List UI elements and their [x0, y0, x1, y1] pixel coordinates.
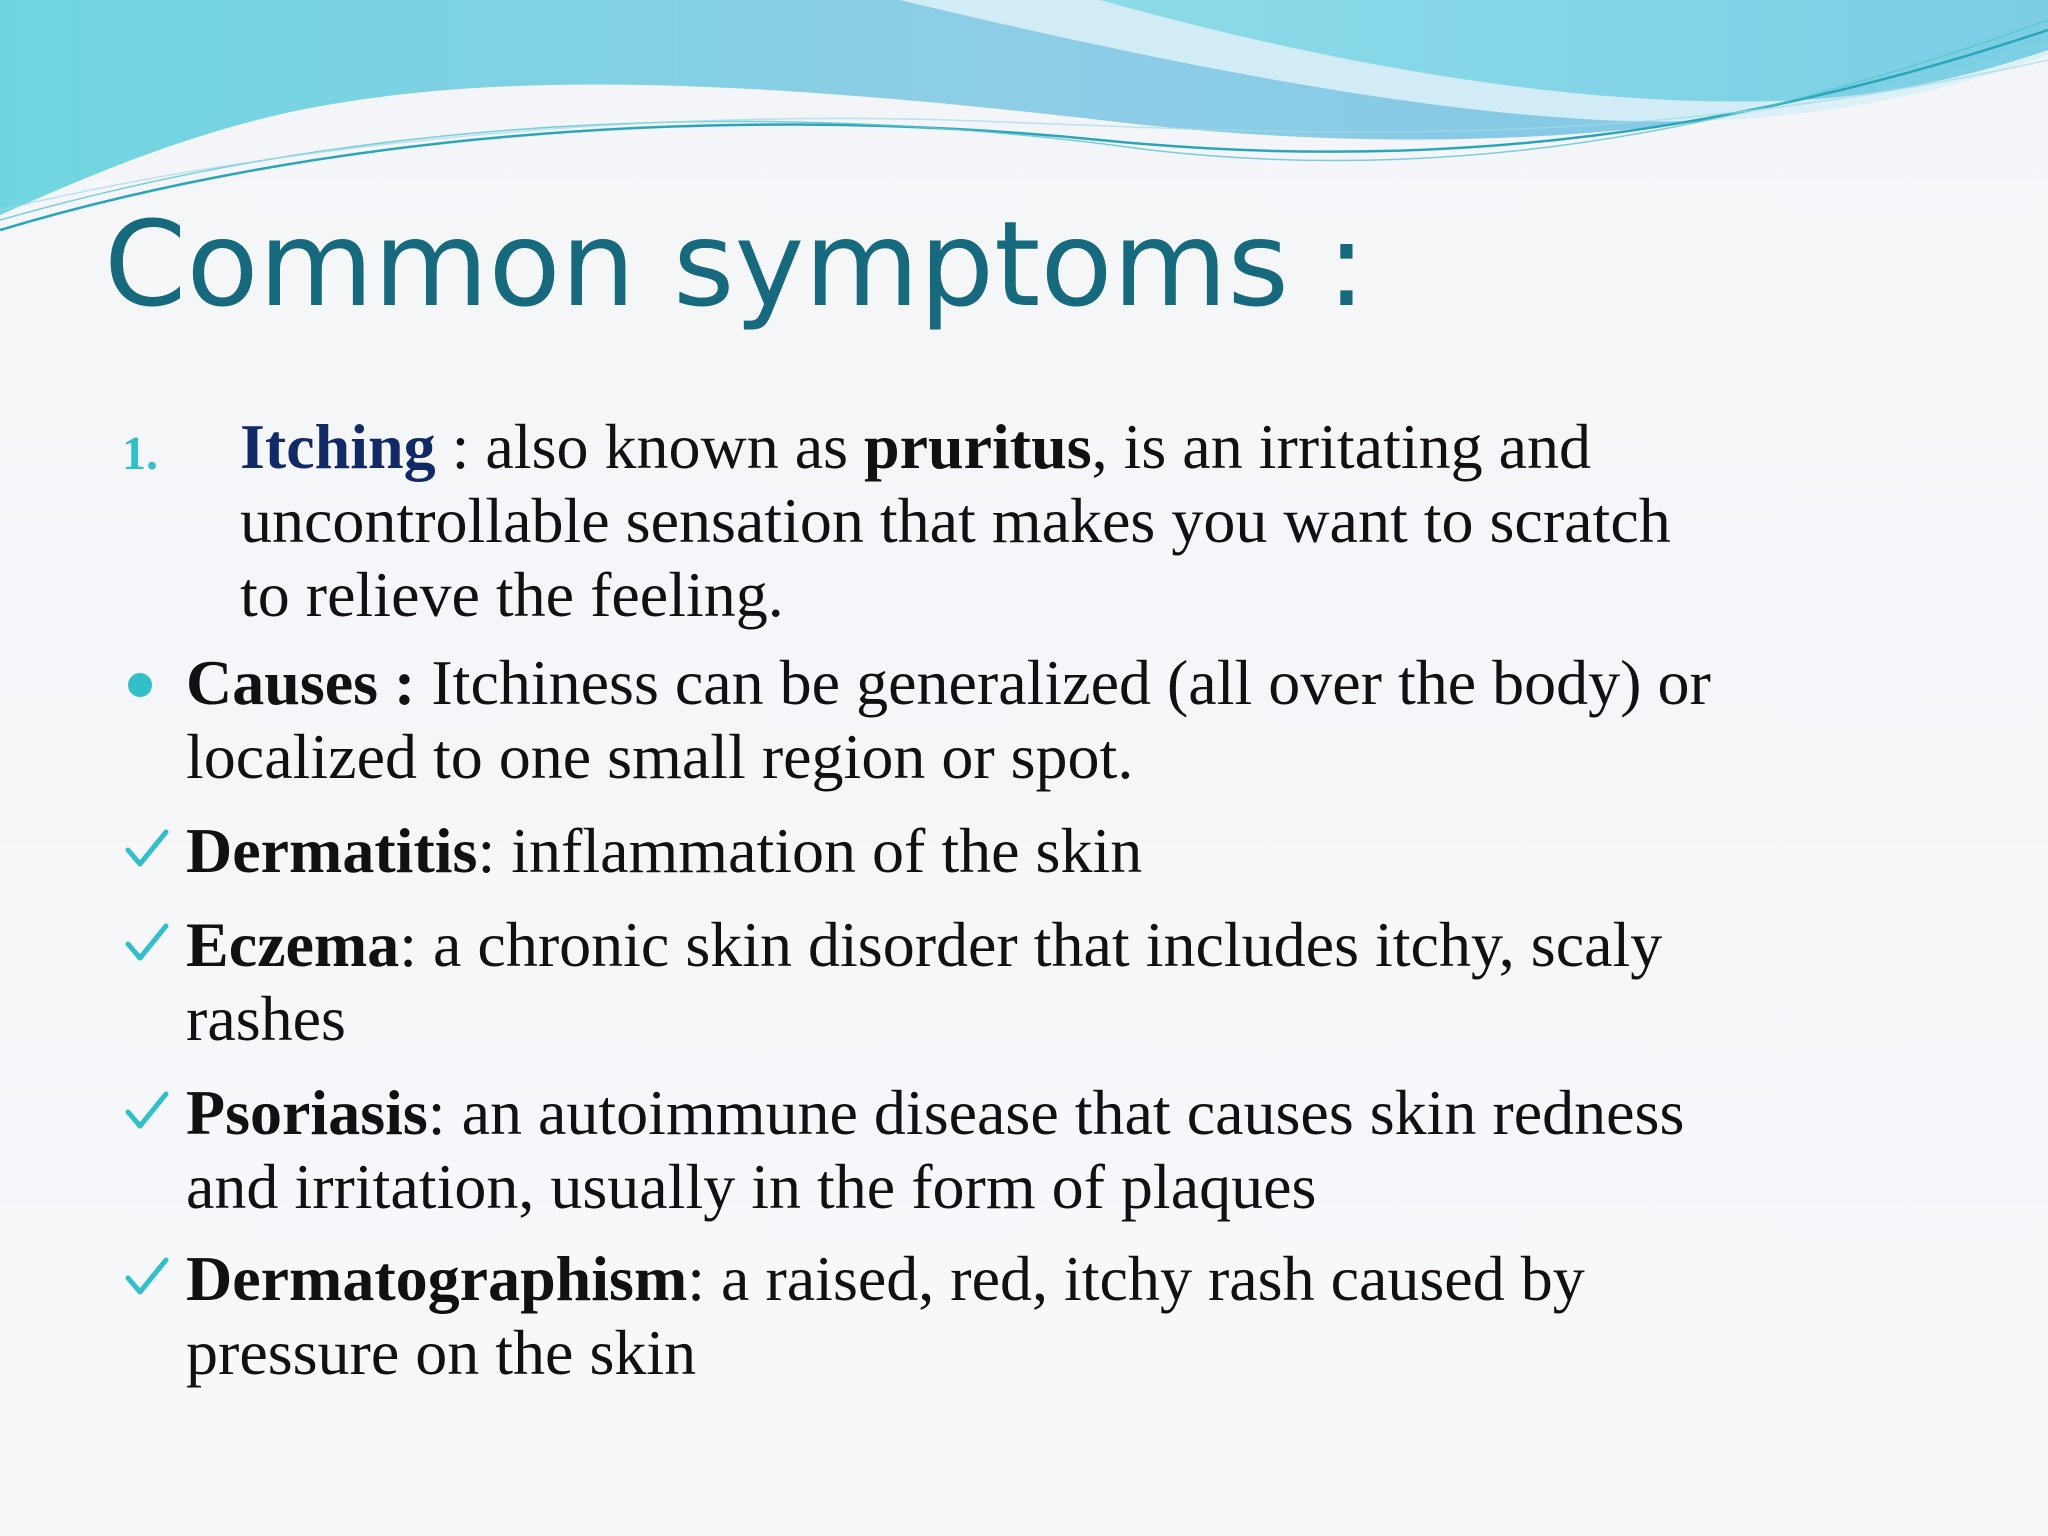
slide-title: Common symptoms : [104, 195, 1367, 333]
term-dermatographism: Dermatographism [186, 1243, 688, 1314]
item-line: and irritation, usually in the form of plaques [186, 1151, 1317, 1222]
item-text: Itchiness can be generalized (all over the body) or [415, 647, 1711, 718]
item-line [186, 908, 1662, 982]
item-line [240, 410, 1591, 484]
item-text: : also known as [435, 411, 864, 482]
item-line: uncontrollable sensation that makes you want to scratch [240, 485, 1671, 556]
item-line: localized to one small region or spot. [186, 721, 1134, 792]
checkmark-icon [124, 920, 170, 966]
item-text: : an autoimmune disease that causes skin redness [427, 1077, 1685, 1148]
term-psoriasis: Psoriasis [186, 1077, 428, 1148]
term-dermatitis: Dermatitis [186, 815, 478, 886]
item-text: , is an irritating and [1091, 411, 1592, 482]
item-text: : a chronic skin disorder that includes itchy, scaly [399, 909, 1663, 980]
term-eczema: Eczema [186, 909, 400, 980]
item-text: : inflammation of the skin [477, 815, 1143, 886]
checkmark-icon [124, 826, 170, 872]
bullet-dot-icon [128, 673, 152, 697]
list-number: 1. [122, 427, 158, 480]
term-pruritus: pruritus [864, 411, 1092, 482]
item-line: pressure on the skin [186, 1317, 697, 1388]
item-line: rashes [186, 983, 346, 1054]
term-itching: Itching [240, 411, 436, 482]
checkmark-icon [124, 1088, 170, 1134]
item-line [186, 1242, 1585, 1316]
term-causes: Causes : [186, 647, 416, 718]
item-line [186, 1076, 1684, 1150]
item-text: : a raised, red, itchy rash caused by [687, 1243, 1585, 1314]
checkmark-icon [124, 1254, 170, 1300]
item-line [186, 814, 1142, 888]
item-line [186, 646, 1711, 720]
item-line: to relieve the feeling. [240, 559, 784, 630]
